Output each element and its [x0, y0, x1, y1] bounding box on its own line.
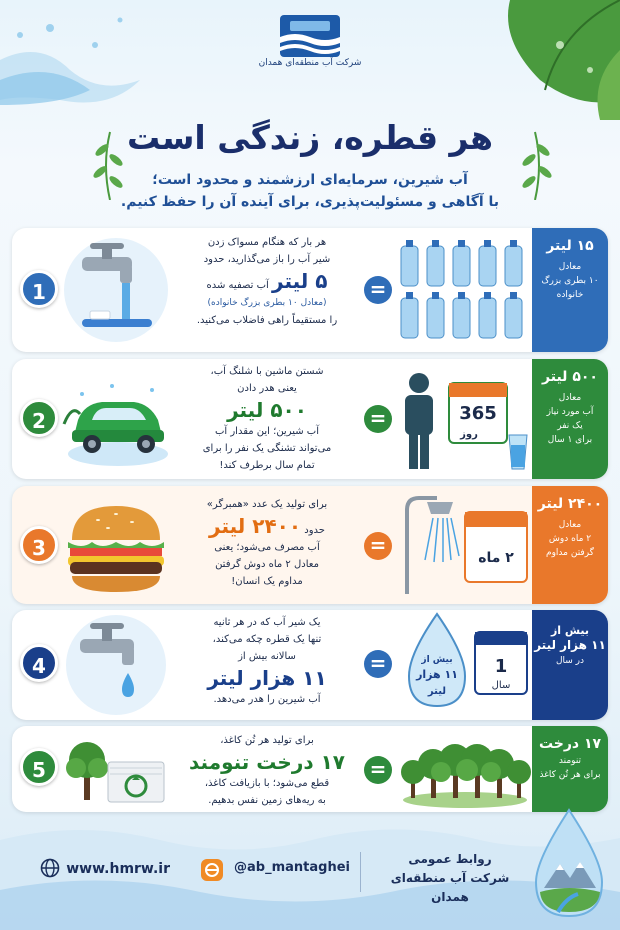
stat-note: معادل [558, 393, 582, 403]
stat-value: ۲۴۰۰ لیتر [537, 496, 603, 512]
fact-line: برای تولید یک عدد «همبرگر» [206, 499, 328, 510]
website-link[interactable] [40, 858, 170, 878]
water-drop-landscape-icon [528, 808, 610, 920]
stat-value: ۱۱ هزار لیتر [534, 638, 606, 652]
drop-label: لیتر [427, 686, 447, 697]
fact-text-3 [172, 496, 362, 590]
fact-line: برای تولید هر تُن کاغذ، [220, 735, 314, 746]
calendar-label: ۲ ماه [478, 550, 514, 566]
calendar-number: 1 [494, 656, 508, 677]
equals-icon: = [364, 532, 392, 560]
stat-value: ۱۷ درخت [538, 736, 602, 752]
equals-icon: = [364, 756, 392, 784]
stat-note: خانواده [556, 290, 584, 300]
footer-org-line-1: روابط عمومی [408, 852, 492, 866]
fact-row-5 [12, 726, 608, 812]
fact-line: آب مصرف می‌شود؛ یعنی [214, 542, 320, 553]
person-calendar-glass-icon [397, 365, 532, 475]
stat-note: در سال [555, 656, 585, 666]
row-number-2: 2 [20, 399, 58, 437]
fact-highlight: ۵۰۰ لیتر [227, 398, 307, 422]
social-handle-text: @ab_mantaghei [234, 860, 350, 875]
fact-text-2 [172, 363, 362, 474]
fact-line: به ریه‌های زمین نفس بدهیم. [208, 795, 326, 806]
fact-line: را مستقیماً راهی فاضلاب می‌کنید. [196, 315, 338, 326]
forest-icon [397, 728, 532, 810]
tree-recycle-paper-icon [62, 728, 170, 810]
org-logo-text: شرکت آب منطقه‌ای همدان [258, 58, 362, 68]
fact-line: مداوم یک انسان! [231, 576, 303, 587]
fact-line: آب شیرین را هدر می‌دهد. [213, 694, 321, 705]
drop-label: بیش از [421, 655, 453, 665]
fact-line: تمام سال برطرف کند! [219, 460, 315, 471]
water-bottles-icon [397, 236, 532, 346]
hamburger-icon [62, 490, 170, 600]
faucet-toothbrush-icon [62, 235, 170, 345]
leaves-decoration [450, 0, 620, 120]
stat-value: بیش از [550, 624, 590, 637]
stat-note: برای ۱ سال [547, 435, 593, 445]
fact-highlight: ۱۱ هزار لیتر [207, 666, 327, 690]
stat-note: ۲ ماه دوش [548, 534, 592, 544]
fact-line: قطع می‌شود؛ با بازیافت کاغذ، [204, 778, 330, 789]
shower-calendar-icon [397, 490, 532, 600]
stat-note: برای هر تُن کاغذ [539, 770, 601, 780]
calendar-label: روز [460, 429, 478, 440]
fact-text-1 [172, 234, 362, 329]
dripping-faucet-icon [62, 613, 170, 717]
stat-box-2 [532, 359, 608, 479]
stat-note: گرفتن مداوم [546, 548, 594, 558]
stat-box-4 [532, 610, 608, 720]
fact-row-3 [12, 486, 608, 604]
subtitle-line-1: آب شیرین، سرمایه‌ای ارزشمند و محدود است؛ [152, 172, 468, 188]
fact-line: معادل ۲ ماه دوش گرفتن [215, 559, 319, 570]
stat-note: ۱۰ بطری بزرگ [541, 276, 599, 286]
calendar-number: 365 [459, 403, 497, 424]
fact-line: تنها یک قطره چکه می‌کند، [212, 634, 322, 645]
stat-note: آب مورد نیاز [546, 407, 594, 417]
stat-box-1 [532, 228, 608, 352]
drop-label: ۱۱ هزار [416, 668, 458, 681]
fact-line: آب تصفیه شده [206, 280, 269, 291]
footer-org [370, 850, 530, 907]
stat-note: معادل [558, 520, 582, 530]
fact-row-4 [12, 610, 608, 720]
fact-text-4 [172, 614, 362, 708]
row-number-5: 5 [20, 748, 58, 786]
fact-row-1 [12, 228, 608, 352]
fact-line: (معادل ۱۰ بطری بزرگ خانواده) [207, 298, 327, 308]
stat-value: ۱۵ لیتر [546, 238, 594, 254]
subtitle-line-2: با آگاهی و مسئولیت‌پذیری، برای آینده آن را حفظ کنیم. [120, 194, 500, 210]
calendar-label: سال [491, 680, 511, 691]
stat-box-5 [532, 726, 608, 812]
stat-value: ۵۰۰ لیتر [542, 369, 598, 385]
fact-highlight: ۱۷ درخت تنومند [188, 750, 346, 774]
stat-box-3 [532, 486, 608, 604]
eitaa-icon [200, 858, 224, 882]
fact-line: شیر آب را باز می‌گذارید، حدود [203, 254, 331, 265]
fact-line: شستن ماشین با شلنگ آب، [210, 366, 324, 377]
fact-line: می‌تواند تشنگی یک نفر را برای [202, 443, 332, 454]
sprig-decoration-right [520, 130, 565, 200]
footer-org-line-2: شرکت آب منطقه‌ای همدان [390, 871, 510, 904]
row-number-3: 3 [20, 526, 58, 564]
equals-icon: = [364, 276, 392, 304]
fact-line: یک شیر آب که در هر ثانیه [213, 617, 321, 628]
social-handle-link[interactable] [200, 858, 360, 880]
car-wash-icon [62, 364, 170, 474]
org-logo-icon [280, 15, 340, 57]
drop-calendar-icon [397, 610, 532, 720]
water-splash-decoration [0, 0, 160, 110]
fact-line: یعنی هدر دادن [237, 383, 297, 394]
fact-row-2 [12, 359, 608, 479]
fact-line: هر بار که هنگام مسواک زدن [207, 237, 327, 248]
stat-note: تنومند [558, 756, 582, 766]
globe-icon [40, 858, 60, 878]
fact-line: سالانه بیش از [238, 651, 296, 662]
fact-text-5 [172, 732, 362, 809]
website-text: www.hmrw.ir [66, 861, 170, 877]
equals-icon: = [364, 650, 392, 678]
fact-highlight: ۵ لیتر [272, 269, 328, 293]
fact-line: آب شیرین؛ این مقدار آب [214, 426, 320, 437]
page-title: هر قطره، زندگی است [127, 118, 493, 157]
stat-note: معادل [558, 262, 582, 272]
stat-note: یک نفر [557, 421, 583, 431]
fact-highlight: ۲۴۰۰ لیتر [209, 514, 302, 538]
row-number-1: 1 [20, 270, 58, 308]
footer-divider [360, 852, 361, 892]
fact-line: حدود [304, 525, 325, 536]
row-number-4: 4 [20, 644, 58, 682]
equals-icon: = [364, 405, 392, 433]
